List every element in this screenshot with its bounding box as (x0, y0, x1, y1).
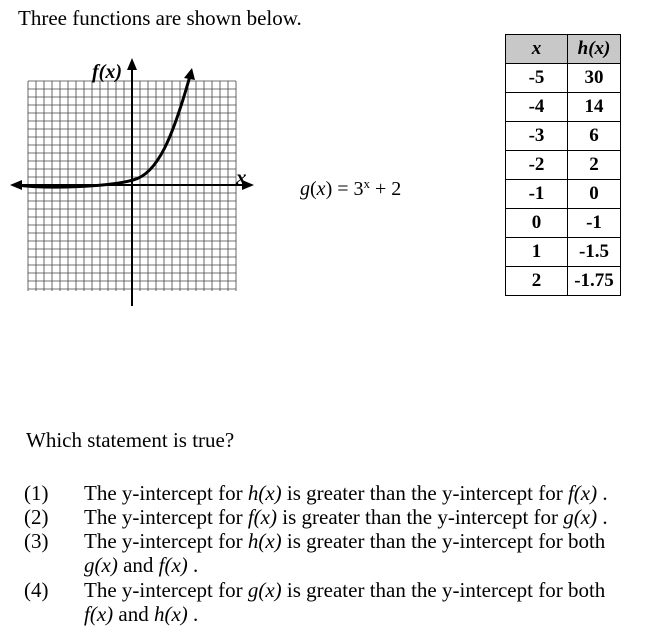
option-2 (24, 505, 644, 529)
g-var: x (316, 178, 326, 200)
option-text-part: . (597, 505, 608, 529)
function-name: g(x) (247, 578, 282, 602)
table-cell-x: 1 (506, 238, 568, 267)
option-text-part: is greater than the y-intercept for (281, 481, 568, 505)
function-name: h(x) (247, 481, 282, 505)
table-row (506, 151, 621, 180)
g-constant: + 2 (375, 178, 402, 200)
table-cell-h: 30 (568, 64, 621, 93)
table-cell-h: -1 (568, 209, 621, 238)
function-name: g(x) (84, 553, 118, 577)
option-text-part: is greater than the y-intercept for both (281, 529, 606, 553)
table-cell-h: 2 (568, 151, 621, 180)
option-text-part: and (113, 602, 154, 626)
g-name: g (300, 178, 310, 200)
h-table (505, 34, 621, 296)
table-row (506, 93, 621, 122)
function-name: h(x) (153, 602, 188, 626)
table-header-h: h(x) (568, 35, 621, 64)
option-4 (24, 578, 644, 626)
table-cell-h: 6 (568, 122, 621, 151)
table-cell-x: -2 (506, 151, 568, 180)
graph-f (8, 56, 258, 316)
option-text (84, 505, 639, 529)
table-cell-x: -4 (506, 93, 568, 122)
table-row (506, 64, 621, 93)
intro-text: Three functions are shown below. (18, 6, 302, 30)
table-header-x: x (506, 35, 568, 64)
option-3 (24, 529, 644, 577)
table-cell-h: -1.75 (568, 267, 621, 296)
option-number: (2) (24, 505, 49, 529)
option-text-part: The y-intercept for (84, 529, 248, 553)
table-cell-h: 0 (568, 180, 621, 209)
option-text (84, 481, 639, 505)
option-number: (1) (24, 481, 49, 505)
table-cell-x: -1 (506, 180, 568, 209)
table-row (506, 209, 621, 238)
function-name: f(x) (84, 602, 114, 626)
table-cell-x: 2 (506, 267, 568, 296)
option-text-part: The y-intercept for (84, 505, 248, 529)
function-name: f(x) (247, 505, 277, 529)
f-label: f(x) (92, 61, 122, 83)
option-number: (3) (24, 529, 49, 553)
question-text: Which statement is true? (26, 428, 235, 452)
g-function: $g(x) = 3^x + 2$ (300, 176, 402, 200)
x-label: x (236, 165, 247, 189)
table-cell-h: -1.5 (568, 238, 621, 267)
function-name: g(x) (563, 505, 598, 529)
table-cell-x: -5 (506, 64, 568, 93)
table-row (506, 238, 621, 267)
option-text-part: is greater than the y-intercept for both (281, 578, 606, 602)
option-text-part: is greater than the y-intercept for (277, 505, 564, 529)
table-cell-x: -3 (506, 122, 568, 151)
function-name: h(x) (247, 529, 282, 553)
option-text (84, 578, 639, 626)
option-text-part: The y-intercept for (84, 578, 248, 602)
option-number: (4) (24, 578, 49, 602)
option-text-part: . (187, 602, 199, 626)
option-1 (24, 481, 644, 505)
function-name: f(x) (158, 553, 188, 577)
option-text-part: The y-intercept for (84, 481, 248, 505)
g-base: 3 (353, 178, 364, 200)
option-text-part: . (187, 553, 199, 577)
y-axis-arrow (127, 58, 137, 70)
f-curve-arrow (184, 68, 195, 80)
option-text-part: and (117, 553, 159, 577)
g-exponent: x (363, 176, 371, 191)
table-cell-x: 0 (506, 209, 568, 238)
table-cell-h: 14 (568, 93, 621, 122)
option-text (84, 529, 639, 577)
function-name: f(x) (567, 481, 598, 505)
option-text-part: . (597, 481, 608, 505)
table-row (506, 122, 621, 151)
table-row (506, 267, 621, 296)
table-row (506, 180, 621, 209)
